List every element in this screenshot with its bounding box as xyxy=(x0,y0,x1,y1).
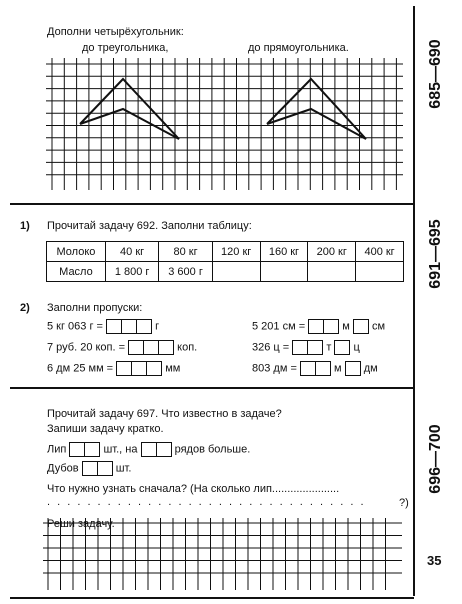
answer-boxes[interactable] xyxy=(308,319,339,334)
fill-row-right-1 xyxy=(252,319,385,334)
fill-row-left-3 xyxy=(47,361,180,376)
answer-boxes[interactable] xyxy=(141,442,172,457)
table-cell: 120 кг xyxy=(212,242,260,262)
fill-unit: г xyxy=(155,320,160,333)
answer-boxes[interactable] xyxy=(353,319,369,334)
task2-number: 2) xyxy=(20,302,30,314)
fill-unit: т xyxy=(326,341,332,354)
table-cell: 3 600 г xyxy=(159,262,212,282)
fill-label: шт. xyxy=(115,462,132,475)
fill-unit: см xyxy=(371,320,386,333)
answer-boxes[interactable] xyxy=(345,361,361,376)
section1-right-caption: до прямоугольника. xyxy=(248,42,349,54)
section1-left-caption: до треугольника, xyxy=(82,42,169,54)
table-input-cell[interactable] xyxy=(308,262,356,282)
milk-butter-table xyxy=(46,241,404,282)
fill-unit: дм xyxy=(363,362,378,375)
fill-label: 326 ц = xyxy=(252,341,290,354)
side-label-691-695: 691—695 xyxy=(427,219,444,289)
fill-label: рядов больше. xyxy=(174,443,251,456)
answer-boxes[interactable] xyxy=(116,361,162,376)
table-cell: 200 кг xyxy=(308,242,356,262)
table-cell: Масло xyxy=(47,262,106,282)
fill-unit: коп. xyxy=(177,341,198,354)
table-input-cell[interactable] xyxy=(260,262,308,282)
table-cell: 40 кг xyxy=(105,242,158,262)
side-label-685-690: 685—690 xyxy=(427,39,444,109)
answer-boxes[interactable] xyxy=(82,461,113,476)
fill-unit: м xyxy=(342,320,350,333)
fill-unit: мм xyxy=(165,362,181,375)
answer-dotted-line: . . . . . . . . . . . . . . . . . . . . . . . . . . . . . . . . xyxy=(47,496,366,508)
figure-quadrilateral-right xyxy=(267,79,366,139)
figure-quadrilateral-left xyxy=(80,79,179,139)
fill-label: 803 дм = xyxy=(252,362,297,375)
table-cell: 400 кг xyxy=(356,242,404,262)
question-text: Что нужно узнать сначала? (На сколько лип...................... xyxy=(47,483,340,495)
table-input-cell[interactable] xyxy=(212,262,260,282)
fill-row-left-2 xyxy=(47,340,197,355)
table-cell: 160 кг xyxy=(260,242,308,262)
table-input-cell[interactable] xyxy=(356,262,404,282)
fill-label: Лип xyxy=(47,443,67,456)
answer-boxes[interactable] xyxy=(300,361,331,376)
task1-number: 1) xyxy=(20,220,30,232)
table-row xyxy=(47,242,404,262)
dub-row xyxy=(47,461,131,476)
page-number: 35 xyxy=(427,553,442,568)
table-cell: 1 800 г xyxy=(105,262,158,282)
fill-label: шт., на xyxy=(103,443,138,456)
fill-unit: м xyxy=(334,362,342,375)
answer-boxes[interactable] xyxy=(128,340,174,355)
fill-row-right-3 xyxy=(252,361,378,376)
answer-boxes[interactable] xyxy=(292,340,323,355)
answer-boxes[interactable] xyxy=(334,340,350,355)
answer-boxes[interactable] xyxy=(69,442,100,457)
fill-label: 7 руб. 20 коп. = xyxy=(47,341,126,354)
task2-text: Заполни пропуски: xyxy=(47,302,143,314)
fill-unit: ц xyxy=(353,341,360,354)
fill-label: 5 201 см = xyxy=(252,320,306,333)
table-cell: 80 кг xyxy=(159,242,212,262)
fill-label: 5 кг 063 г = xyxy=(47,320,103,333)
task1-text: Прочитай задачу 692. Заполни таблицу: xyxy=(47,220,252,232)
fill-label: 6 дм 25 мм = xyxy=(47,362,114,375)
section1-instruction: Дополни четырёхугольник: xyxy=(47,26,184,38)
question-end: ?) xyxy=(399,497,409,509)
task697-line2: Запиши задачу кратко. xyxy=(47,423,164,435)
table-row xyxy=(47,262,404,282)
table-cell: Молоко xyxy=(47,242,106,262)
side-label-696-700: 696—700 xyxy=(427,424,444,494)
fill-label: Дубов xyxy=(47,462,79,475)
solve-label: Реши задачу. xyxy=(47,518,115,530)
lip-row xyxy=(47,442,250,457)
fill-row-right-2 xyxy=(252,340,360,355)
task697-line1: Прочитай задачу 697. Что известно в задаче? xyxy=(47,408,282,420)
answer-boxes[interactable] xyxy=(106,319,152,334)
fill-row-left-1 xyxy=(47,319,159,334)
